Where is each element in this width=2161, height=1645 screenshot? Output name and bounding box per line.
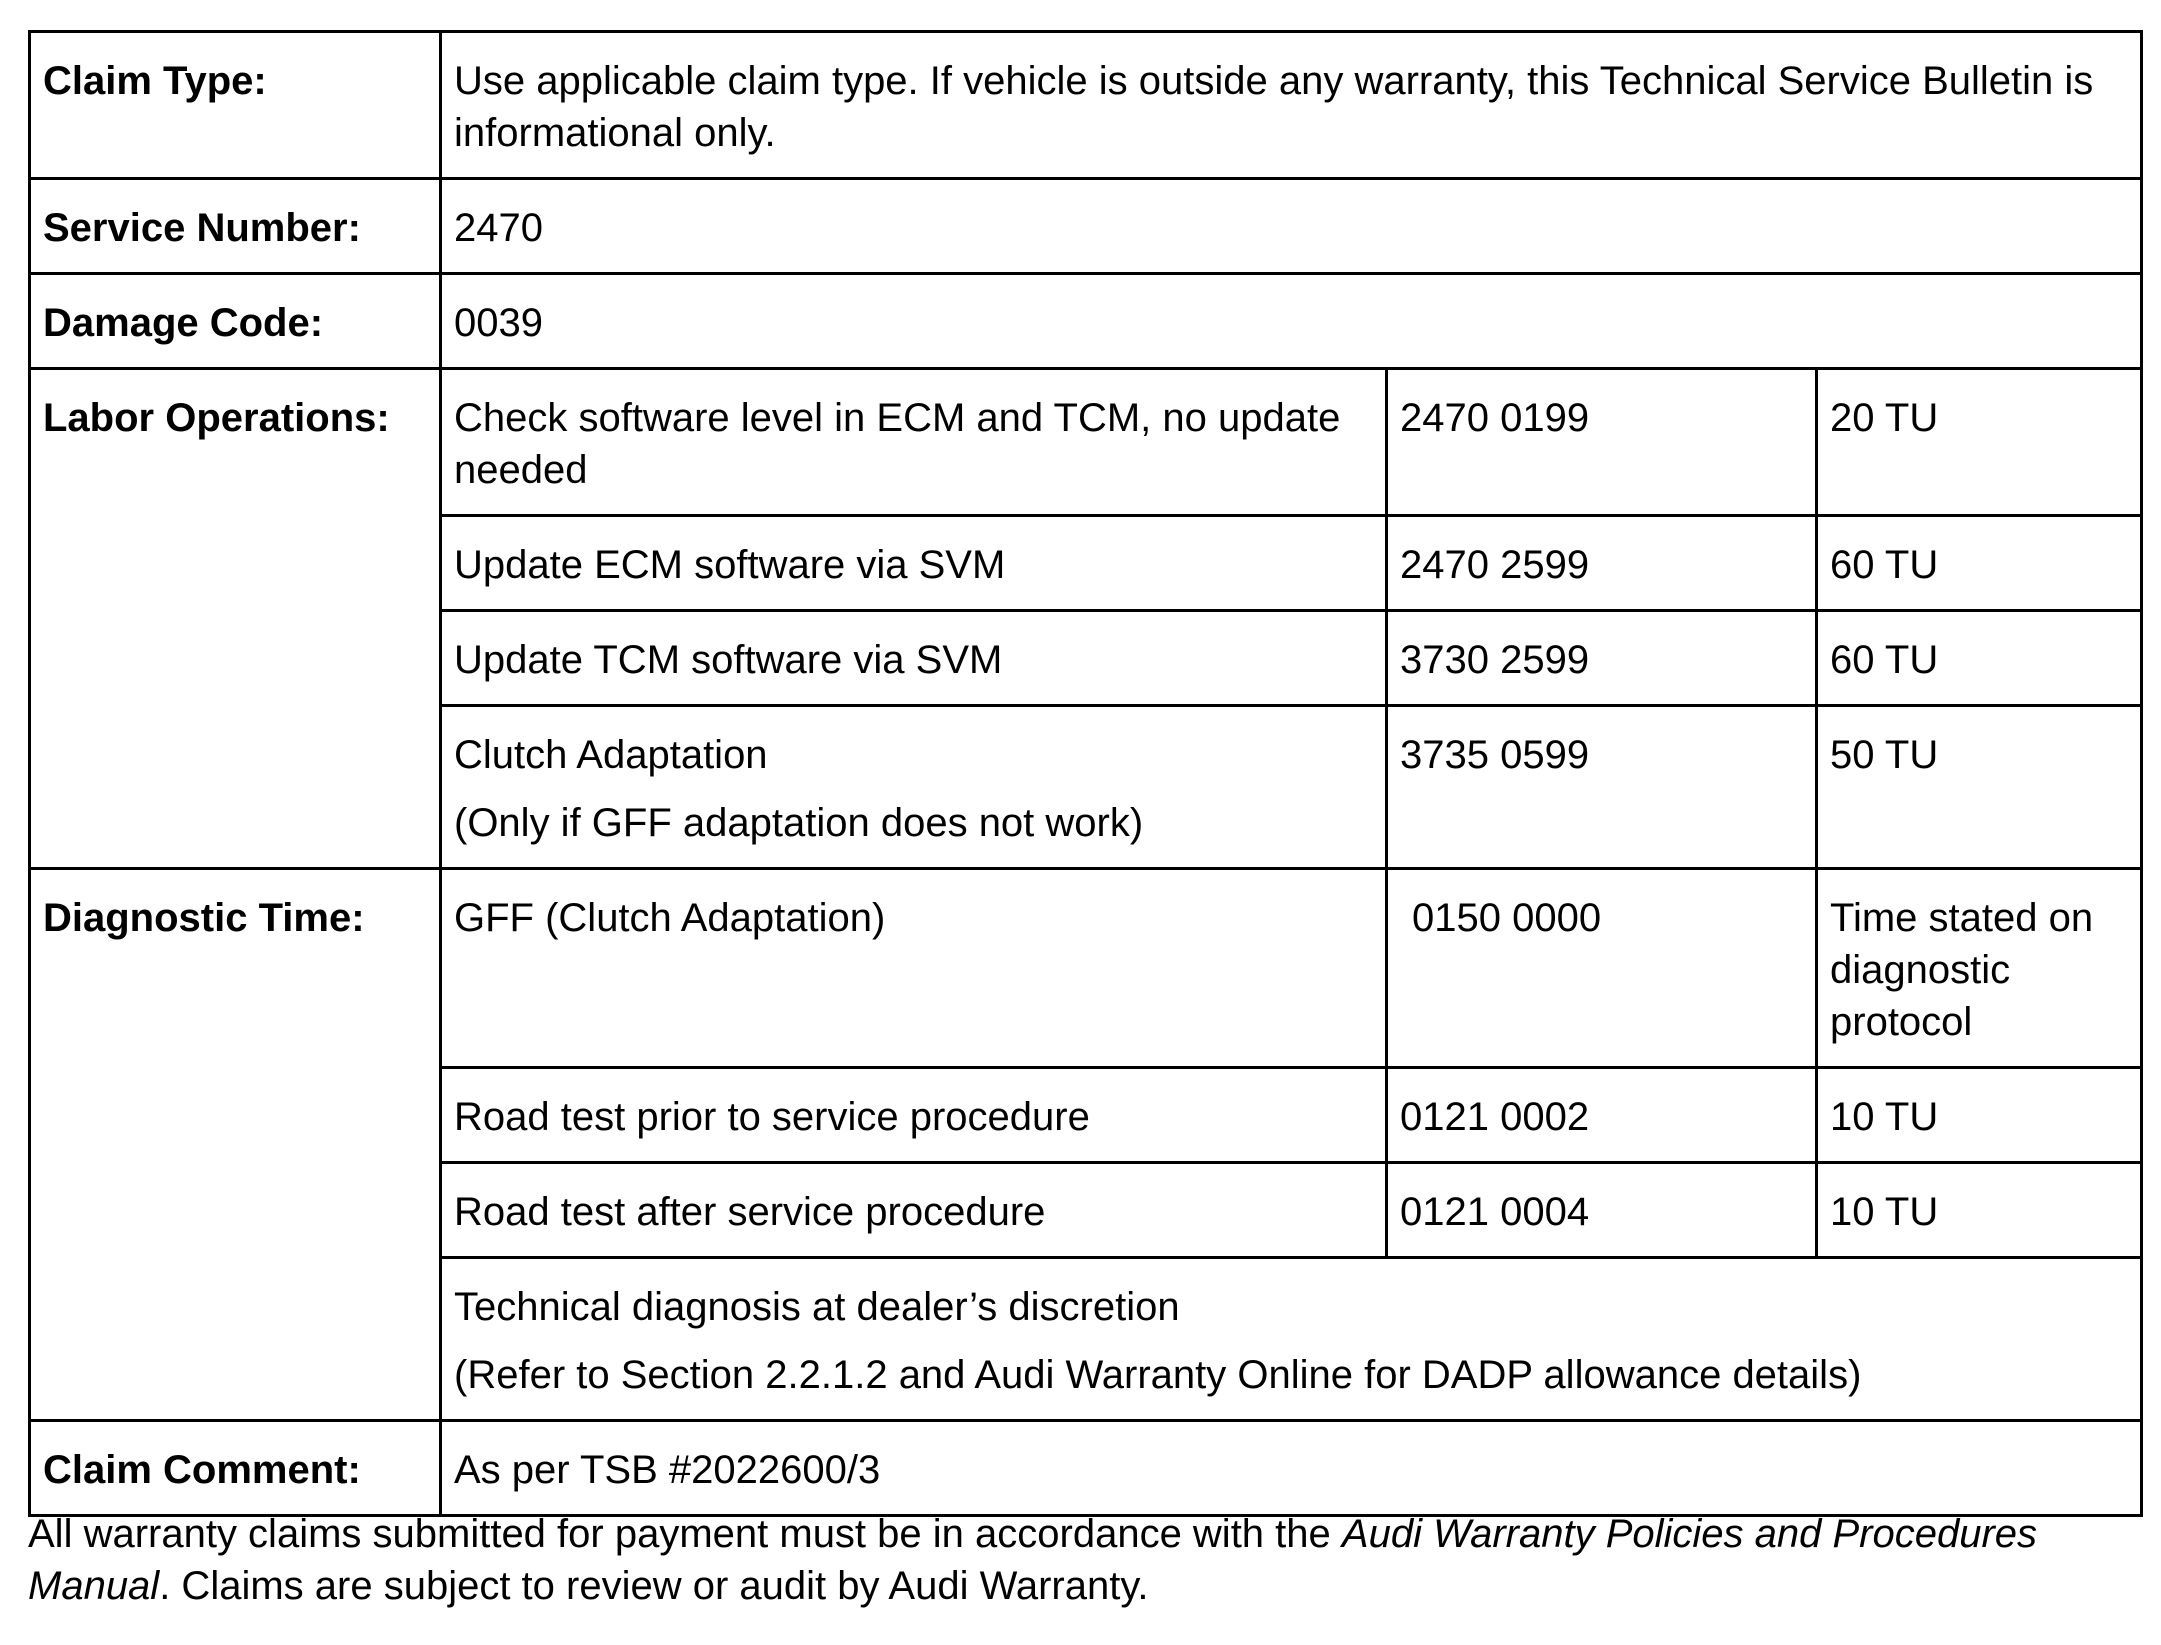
diagnostic-description: Road test prior to service procedure	[441, 1068, 1387, 1163]
diagnostic-code: 0121 0004	[1387, 1163, 1817, 1258]
labor-operation-description: Check software level in ECM and TCM, no update needed	[441, 369, 1387, 516]
damage-code-value: 0039	[441, 274, 2142, 369]
warranty-claim-table	[28, 30, 2143, 1517]
footer-text-start: All warranty claims submitted for payment must be in accordance with the	[28, 1512, 1342, 1556]
diagnostic-code: 0150 0000	[1387, 869, 1817, 1068]
service-number-value: 2470	[441, 179, 2142, 274]
labor-operation-description: Update ECM software via SVM	[441, 516, 1387, 611]
labor-operation-time: 50 TU	[1817, 706, 2142, 869]
labor-operation-description-text: Clutch Adaptation	[454, 733, 768, 777]
claim-comment-label: Claim Comment:	[30, 1421, 441, 1516]
labor-operation-time: 60 TU	[1817, 611, 2142, 706]
labor-operation-code: 3735 0599	[1387, 706, 1817, 869]
diagnostic-row	[30, 869, 2142, 1068]
service-number-label: Service Number:	[30, 179, 441, 274]
diagnostic-time-label: Diagnostic Time:	[30, 869, 441, 1421]
technical-diagnosis-cell	[441, 1258, 2142, 1421]
claim-type-label: Claim Type:	[30, 32, 441, 179]
labor-operation-note: (Only if GFF adaptation does not work)	[454, 801, 1144, 845]
labor-operation-code: 2470 2599	[1387, 516, 1817, 611]
claim-comment-value: As per TSB #2022600/3	[441, 1421, 2142, 1516]
diagnostic-description: GFF (Clutch Adaptation)	[441, 869, 1387, 1068]
footer-text-end: . Claims are subject to review or audit by Audi Warranty.	[159, 1564, 1149, 1608]
technical-diagnosis-text: Technical diagnosis at dealer’s discretion	[454, 1285, 1180, 1329]
diagnostic-code: 0121 0002	[1387, 1068, 1817, 1163]
claim-comment-row	[30, 1421, 2142, 1516]
labor-operation-code: 3730 2599	[1387, 611, 1817, 706]
labor-operation-time: 20 TU	[1817, 369, 2142, 516]
diagnostic-time: 10 TU	[1817, 1163, 2142, 1258]
labor-operation-time: 60 TU	[1817, 516, 2142, 611]
labor-operation-row	[30, 369, 2142, 516]
claim-type-row	[30, 32, 2142, 179]
manual-title: Audi Warranty Policies and Procedures Manual	[28, 1512, 2038, 1608]
damage-code-row	[30, 274, 2142, 369]
diagnostic-time: Time stated on diagnostic protocol	[1817, 869, 2142, 1068]
damage-code-label: Damage Code:	[30, 274, 441, 369]
technical-diagnosis-note: (Refer to Section 2.2.1.2 and Audi Warranty Online for DADP allowance details)	[454, 1353, 1862, 1397]
claim-type-value: Use applicable claim type. If vehicle is outside any warranty, this Technical Service Bulletin is informational only.	[441, 32, 2142, 179]
service-number-row	[30, 179, 2142, 274]
labor-operation-description: Update TCM software via SVM	[441, 611, 1387, 706]
labor-operations-label: Labor Operations:	[30, 369, 441, 869]
warranty-footer-note	[28, 1508, 2140, 1612]
labor-operation-description	[441, 706, 1387, 869]
diagnostic-time: 10 TU	[1817, 1068, 2142, 1163]
diagnostic-description: Road test after service procedure	[441, 1163, 1387, 1258]
labor-operation-code: 2470 0199	[1387, 369, 1817, 516]
